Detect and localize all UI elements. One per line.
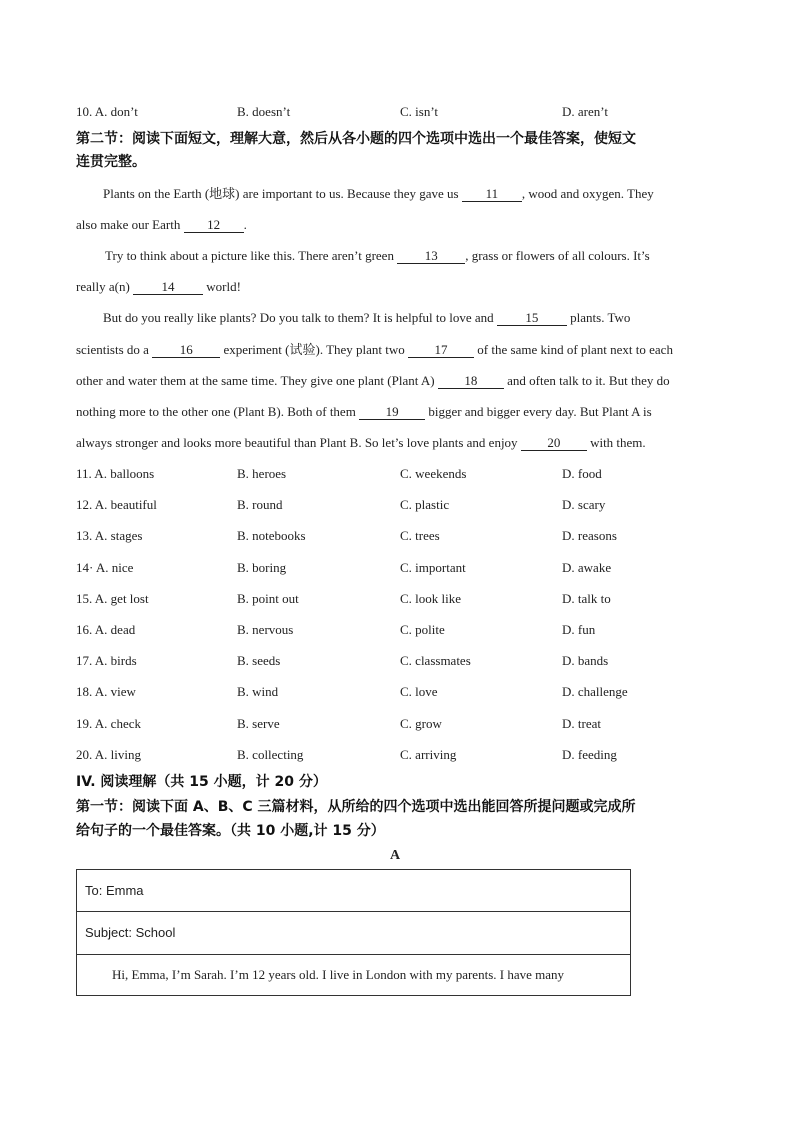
option-19-a: 19. A. check	[76, 716, 141, 731]
option-18-b: B. wind	[237, 684, 279, 699]
option-15-a: 15. A. get lost	[76, 591, 149, 606]
blank-12: 12	[184, 218, 244, 233]
email-to-row	[77, 870, 630, 912]
option-20-c: C. arriving	[400, 747, 457, 762]
option-11-b: B. heroes	[237, 466, 287, 481]
blank-16: 16	[152, 343, 220, 358]
option-16-d: D. fun	[562, 622, 596, 637]
option-13-a: 13. A. stages	[76, 528, 143, 543]
option-13-d: D. reasons	[562, 528, 617, 543]
passage-text: also make our Earth	[76, 217, 181, 232]
email-subject: Subject: School	[85, 925, 176, 940]
option-14-b: B. boring	[237, 560, 287, 575]
passage-text: bigger and bigger every day. But Plant A is	[428, 404, 652, 419]
passage-text: plants. Two	[570, 310, 631, 325]
email-body: Hi, Emma, I’m Sarah. I’m 12 years old. I live in London with my parents. I have many	[112, 967, 565, 982]
passage-text: But do you really like plants? Do you talk to them? It is helpful to love and	[103, 310, 494, 325]
option-20-a: 20. A. living	[76, 747, 142, 762]
option-18-a: 18. A. view	[76, 684, 136, 699]
option-15-d: D. talk to	[562, 591, 611, 606]
passage-text: Try to think about a picture like this. There aren’t green	[105, 248, 394, 263]
part4-title: IV. 阅读理解（共 15 小题，计 20 分）	[76, 774, 327, 790]
option-11-c: C. weekends	[400, 466, 467, 481]
passage-line	[76, 217, 247, 233]
q10-option-b: B. doesn’t	[237, 104, 291, 119]
passage-text: world!	[206, 279, 241, 294]
q10-option-a: 10. A. don’t	[76, 104, 138, 119]
option-16-a: 16. A. dead	[76, 622, 136, 637]
passage-text: always stronger and looks more beautiful than Plant B. So let’s love plants and enjoy	[76, 435, 518, 450]
passage-text: other and water them at the same time. They give one plant (Plant A)	[76, 373, 435, 388]
blank-11: 11	[462, 187, 522, 202]
option-14-c: C. important	[400, 560, 466, 575]
option-11-d: D. food	[562, 466, 602, 481]
passage-text: , grass or flowers of all colours. It’s	[465, 248, 650, 263]
q10-option-c: C. isn’t	[400, 104, 439, 119]
blank-14: 14	[133, 280, 203, 295]
passage-a-label: A	[390, 848, 401, 863]
passage-line	[76, 342, 673, 358]
blank-13: 13	[397, 249, 465, 264]
section1-heading-line1: 第一节：阅读下面 A、B、C 三篇材料，从所给的四个选项中选出能回答所提问题或完成所	[76, 799, 636, 815]
option-18-c: C. love	[400, 684, 438, 699]
option-12-c: C. plastic	[400, 497, 450, 512]
section2-heading-line2: 连贯完整。	[76, 154, 146, 170]
passage-line	[76, 373, 670, 389]
option-16-b: B. nervous	[237, 622, 294, 637]
blank-17: 17	[408, 343, 474, 358]
passage-text: of the same kind of plant next to each	[477, 342, 673, 357]
passage-text: , wood and oxygen. They	[521, 186, 654, 201]
option-15-b: B. point out	[237, 591, 299, 606]
email-to: To: Emma	[85, 883, 144, 898]
section2-heading-line1: 第二节：阅读下面短文，理解大意，然后从各小题的四个选项中选出一个最佳答案，使短文	[76, 131, 636, 147]
option-13-c: C. trees	[400, 528, 440, 543]
option-18-d: D. challenge	[562, 684, 628, 699]
option-14-d: D. awake	[562, 560, 612, 575]
option-20-b: B. collecting	[237, 747, 304, 762]
blank-18: 18	[438, 374, 504, 389]
email-box	[76, 869, 631, 996]
option-15-c: C. look like	[400, 591, 462, 606]
passage-text: scientists do a	[76, 342, 149, 357]
passage-line	[105, 248, 650, 264]
option-12-d: D. scary	[562, 497, 606, 512]
passage-text: really a(n)	[76, 279, 130, 294]
passage-line	[103, 310, 630, 326]
option-14-a: 14· A. nice	[76, 560, 134, 575]
email-subject-row	[77, 912, 630, 955]
passage-text: experiment (试验). They plant two	[223, 342, 405, 357]
passage-line	[76, 435, 646, 451]
blank-15: 15	[497, 311, 567, 326]
option-19-d: D. treat	[562, 716, 601, 731]
option-11-a: 11. A. balloons	[76, 466, 155, 481]
option-12-b: B. round	[237, 497, 283, 512]
passage-text: nothing more to the other one (Plant B). Both of them	[76, 404, 356, 419]
passage-text: and often talk to it. But they do	[507, 373, 670, 388]
option-19-b: B. serve	[237, 716, 280, 731]
option-20-d: D. feeding	[562, 747, 617, 762]
passage-text: .	[243, 217, 247, 232]
blank-20: 20	[521, 436, 587, 451]
q10-option-d: D. aren’t	[562, 104, 608, 119]
email-body-row	[77, 955, 630, 996]
passage-text: with them.	[590, 435, 646, 450]
section1-heading-line2: 给句子的一个最佳答案。（共 10 小题,计 15 分）	[76, 823, 385, 839]
option-17-b: B. seeds	[237, 653, 281, 668]
blank-19: 19	[359, 405, 425, 420]
option-12-a: 12. A. beautiful	[76, 497, 157, 512]
passage-line	[76, 279, 241, 295]
option-13-b: B. notebooks	[237, 528, 306, 543]
option-19-c: C. grow	[400, 716, 442, 731]
passage-text: Plants on the Earth (地球) are important to us. Because they gave us	[103, 186, 459, 201]
option-17-a: 17. A. birds	[76, 653, 137, 668]
option-17-d: D. bands	[562, 653, 609, 668]
option-17-c: C. classmates	[400, 653, 471, 668]
option-16-c: C. polite	[400, 622, 445, 637]
passage-line	[76, 404, 652, 420]
passage-line	[103, 186, 654, 202]
